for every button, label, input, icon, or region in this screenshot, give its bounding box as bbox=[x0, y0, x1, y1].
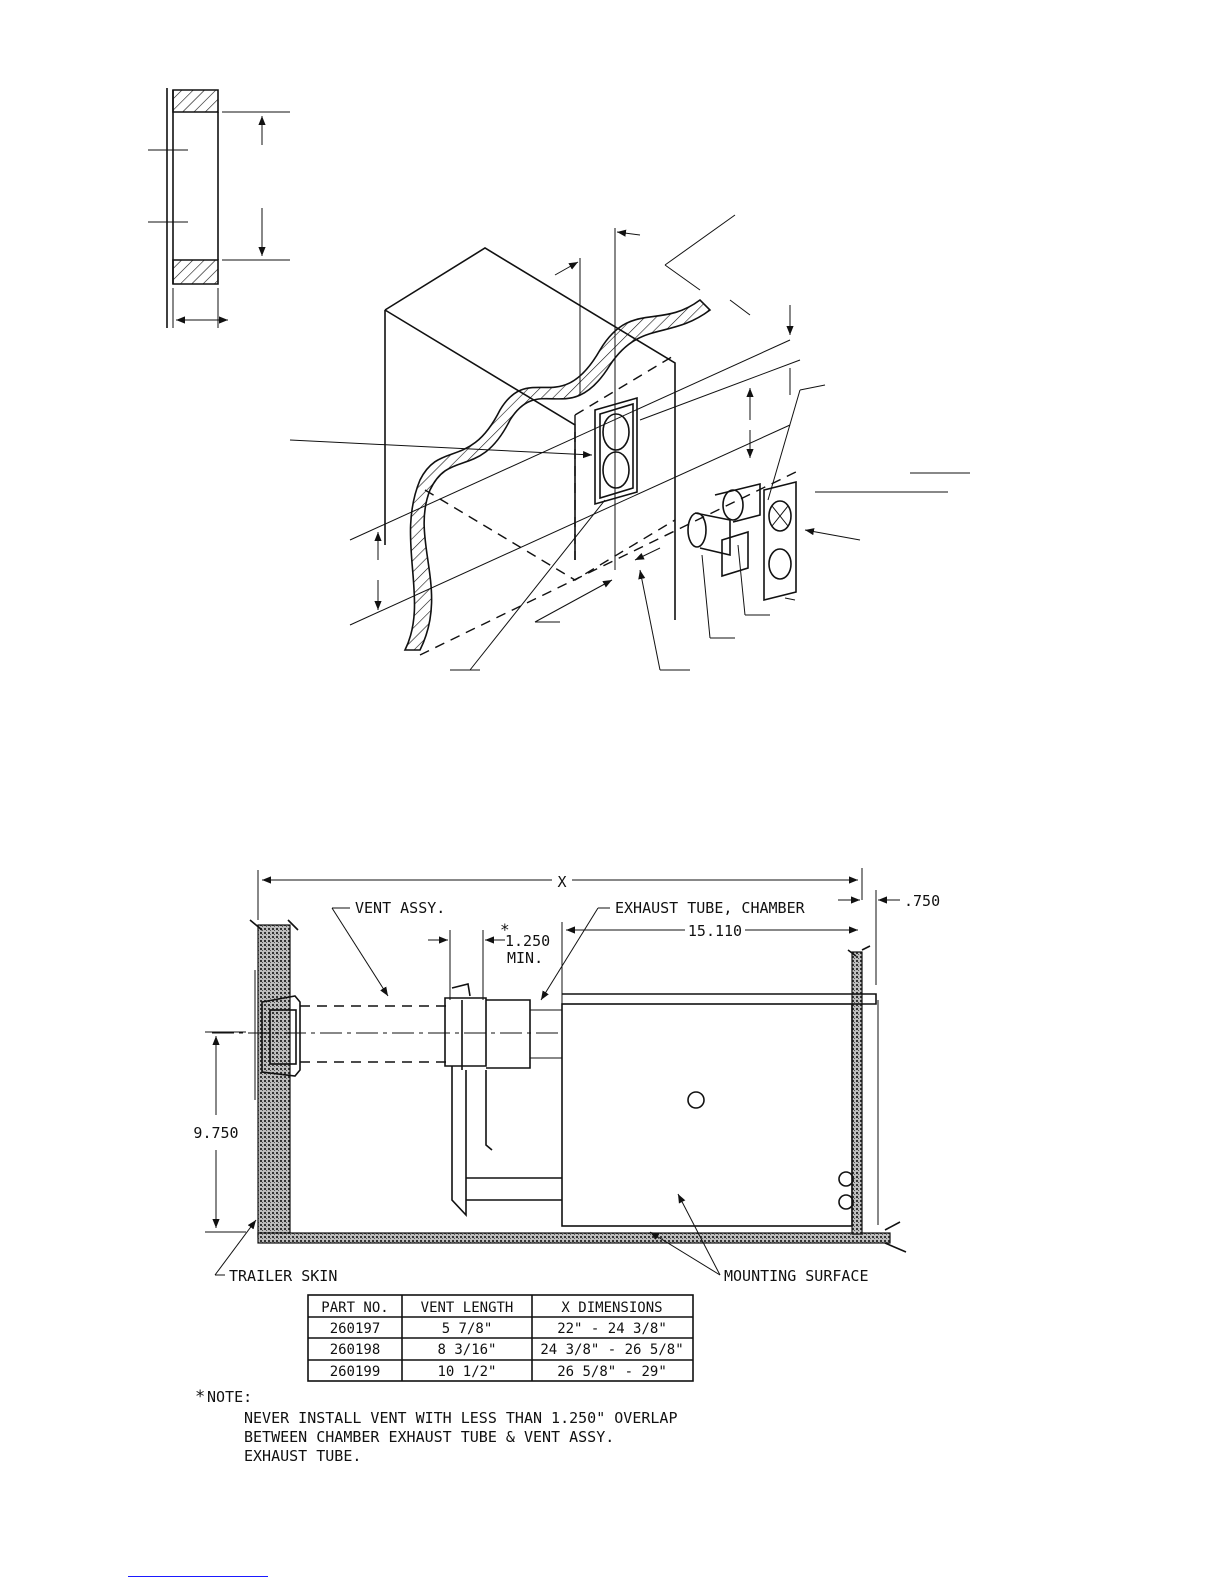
table-header-x-dimensions: X DIMENSIONS bbox=[561, 1300, 663, 1316]
table-cell: 24 3/8" - 26 5/8" bbox=[540, 1342, 684, 1358]
exhaust-tube-label: EXHAUST TUBE, CHAMBER bbox=[615, 899, 805, 917]
section-detail bbox=[148, 88, 290, 328]
table-cell: 26 5/8" - 29" bbox=[557, 1364, 667, 1380]
trailer-skin-label: TRAILER SKIN bbox=[229, 1267, 338, 1285]
vent-assy-label: VENT ASSY. bbox=[355, 899, 446, 917]
dim-15110-label: 15.110 bbox=[687, 922, 743, 940]
dim-9750-label: 9.750 bbox=[193, 1124, 239, 1142]
table-cell: 22" - 24 3/8" bbox=[557, 1321, 667, 1337]
table-cell: 260197 bbox=[329, 1321, 381, 1337]
dim-1250-label: 1.250 bbox=[505, 932, 551, 950]
table-cell: 5 7/8" bbox=[441, 1321, 493, 1337]
asterisk-mark: * bbox=[500, 920, 510, 939]
vent-assembly-parts bbox=[688, 385, 970, 638]
side-view bbox=[193, 868, 940, 1285]
table-cell: 260199 bbox=[329, 1364, 381, 1380]
dim-x-label: X bbox=[557, 873, 567, 891]
min-label: MIN. bbox=[507, 949, 544, 967]
note-line: EXHAUST TUBE. bbox=[244, 1447, 362, 1465]
parts-table bbox=[308, 1295, 693, 1381]
note-line: BETWEEN CHAMBER EXHAUST TUBE & VENT ASSY. bbox=[244, 1428, 615, 1446]
footer-link-underline[interactable] bbox=[128, 1576, 268, 1577]
isometric-view bbox=[290, 215, 970, 670]
table-cell: 10 1/2" bbox=[437, 1364, 497, 1380]
table-cell: 260198 bbox=[329, 1342, 381, 1358]
note-line: NEVER INSTALL VENT WITH LESS THAN 1.250" OVERLAP bbox=[244, 1409, 678, 1427]
note-block bbox=[195, 1387, 677, 1465]
note-asterisk: * bbox=[195, 1387, 206, 1407]
dim-750-label: .750 bbox=[904, 892, 941, 910]
note-title: NOTE: bbox=[207, 1388, 253, 1406]
table-cell: 8 3/16" bbox=[437, 1342, 497, 1358]
mounting-surface-label: MOUNTING SURFACE bbox=[724, 1267, 869, 1285]
table-header-part-no: PART NO. bbox=[321, 1300, 389, 1316]
table-header-vent-length: VENT LENGTH bbox=[420, 1300, 514, 1316]
